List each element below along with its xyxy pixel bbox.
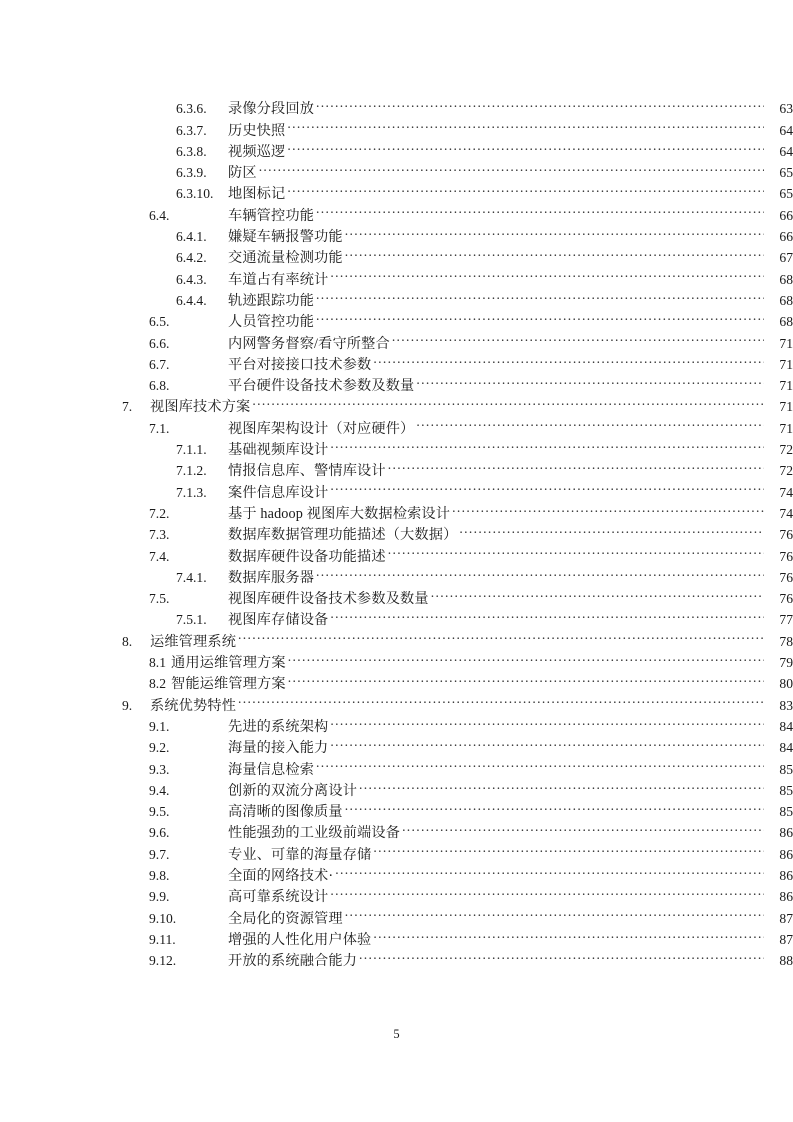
- toc-dot-leader: [259, 156, 764, 177]
- toc-entry-page-number: 87: [779, 910, 793, 926]
- toc-dot-leader: [316, 752, 764, 773]
- toc-entry[interactable]: [0, 731, 793, 757]
- toc-entry-label: 平台硬件设备技术参数及数量: [228, 378, 415, 395]
- toc-entry-number: 9.10.: [149, 910, 177, 926]
- toc-entry-page-number: 63: [779, 101, 793, 117]
- toc-dot-leader: [316, 561, 764, 582]
- toc-entry-page-number: 65: [779, 165, 793, 181]
- toc-entry-label: 防区: [228, 165, 257, 182]
- toc-entry[interactable]: [0, 688, 793, 714]
- toc-entry-number: 6.5.: [149, 314, 170, 330]
- toc-dot-leader: [330, 603, 764, 624]
- toc-entry[interactable]: [0, 624, 793, 650]
- toc-entry[interactable]: [0, 837, 793, 863]
- toc-entry-page-number: 64: [779, 122, 793, 138]
- toc-dot-leader: [431, 582, 764, 603]
- toc-entry-label: 视图库技术方案: [150, 399, 251, 416]
- toc-dot-leader: [359, 944, 764, 965]
- toc-entry-number: 8.1: [149, 655, 166, 671]
- toc-entry-number: 9.4.: [149, 782, 170, 798]
- toc-entry-page-number: 86: [779, 867, 793, 883]
- toc-entry[interactable]: [0, 433, 793, 459]
- toc-entry-page-number: 84: [779, 740, 793, 756]
- toc-dot-leader: [316, 92, 764, 113]
- toc-entry-label: 先进的系统架构: [228, 718, 329, 735]
- toc-entry[interactable]: [0, 326, 793, 352]
- toc-entry[interactable]: [0, 859, 793, 884]
- toc-dot-leader: [330, 880, 764, 901]
- toc-entry[interactable]: [0, 816, 793, 842]
- toc-dot-leader: [252, 390, 764, 411]
- toc-entry[interactable]: [0, 497, 793, 522]
- toc-dot-leader: [316, 284, 764, 305]
- toc-entry[interactable]: [0, 710, 793, 735]
- toc-entry-page-number: 71: [779, 356, 793, 372]
- toc-dot-leader: [287, 177, 764, 198]
- toc-entry-label: 高可靠系统设计: [228, 889, 329, 906]
- toc-entry-number: 9.11.: [149, 931, 176, 947]
- toc-entry[interactable]: [0, 411, 793, 437]
- toc-dot-leader: [373, 348, 764, 369]
- toc-entry-label: 车道占有率统计: [228, 271, 329, 288]
- toc-entry-label: 情报信息库、警情库设计: [228, 463, 386, 480]
- toc-entry-number: 9.6.: [149, 825, 170, 841]
- toc-entry-number: 6.6.: [149, 335, 170, 351]
- toc-entry-number: 7.2.: [149, 505, 170, 521]
- toc-entry-page-number: 68: [779, 292, 793, 308]
- toc-entry-number: 7.1.1.: [176, 442, 207, 458]
- toc-entry[interactable]: [0, 390, 793, 416]
- toc-entry[interactable]: [0, 369, 793, 395]
- toc-entry-label: 专业、可靠的海量存储: [228, 846, 372, 863]
- toc-entry[interactable]: [0, 603, 793, 629]
- toc-entry-label: 平台对接接口技术参数: [228, 356, 372, 373]
- toc-entry-number: 7.1.2.: [176, 463, 207, 479]
- toc-entry-number: 8.: [122, 633, 133, 649]
- toc-dot-leader: [359, 774, 764, 795]
- toc-dot-leader: [345, 795, 764, 816]
- toc-entry-page-number: 71: [779, 378, 793, 394]
- toc-entry-page-number: 74: [779, 484, 793, 500]
- toc-entry-number: 7.1.3.: [176, 484, 207, 500]
- toc-entry-page-number: 72: [779, 442, 793, 458]
- toc-entry-page-number: 86: [779, 825, 793, 841]
- toc-dot-leader: [330, 262, 764, 283]
- toc-entry-number: 6.3.6.: [176, 101, 207, 117]
- toc-entry[interactable]: [0, 901, 793, 927]
- toc-entry-page-number: 88: [779, 953, 793, 969]
- toc-dot-leader: [287, 135, 764, 156]
- table-of-contents: [0, 92, 793, 970]
- toc-entry-number: 7.: [122, 399, 133, 415]
- toc-entry-label: 轨迹跟踪功能: [228, 292, 315, 309]
- toc-entry-page-number: 85: [779, 804, 793, 820]
- toc-entry[interactable]: [0, 135, 793, 160]
- toc-entry[interactable]: [0, 752, 793, 778]
- toc-entry-label: 案件信息库设计: [228, 484, 329, 501]
- toc-dot-leader: [345, 901, 764, 922]
- toc-entry-number: 7.4.: [149, 548, 170, 564]
- toc-entry-label: 视图库存储设备: [228, 612, 329, 629]
- toc-entry-number: 7.4.1.: [176, 569, 207, 585]
- toc-entry[interactable]: [0, 582, 793, 608]
- toc-entry-page-number: 71: [779, 335, 793, 351]
- toc-entry[interactable]: [0, 646, 793, 672]
- toc-entry-label: 交通流量检测功能: [228, 250, 343, 267]
- toc-dot-leader: [287, 113, 764, 134]
- toc-entry-page-number: 86: [779, 889, 793, 905]
- toc-entry-label: 数据库服务器: [228, 569, 315, 586]
- toc-entry[interactable]: [0, 348, 793, 373]
- toc-entry[interactable]: [0, 305, 793, 331]
- toc-entry[interactable]: [0, 795, 793, 821]
- toc-entry-number: 7.5.1.: [176, 612, 207, 628]
- toc-entry-label: 性能强劲的工业级前端设备: [228, 825, 401, 842]
- toc-entry-number: 6.3.8.: [176, 143, 207, 159]
- toc-entry-page-number: 76: [779, 569, 793, 585]
- toc-entry-label: 数据库数据管理功能描述（大数据）: [228, 527, 458, 544]
- toc-entry-label: 地图标记: [228, 186, 286, 203]
- toc-entry-number: 9.9.: [149, 889, 170, 905]
- toc-entry-number: 6.4.: [149, 207, 170, 223]
- toc-dot-leader: [388, 454, 764, 475]
- toc-entry-number: 9.2.: [149, 740, 170, 756]
- toc-entry-label: 高清晰的图像质量: [228, 804, 343, 821]
- toc-entry-number: 6.3.7.: [176, 122, 207, 138]
- toc-entry[interactable]: [0, 262, 793, 288]
- toc-entry-page-number: 74: [779, 505, 793, 521]
- toc-dot-leader: [330, 710, 764, 731]
- toc-entry-label: 通用运维管理方案: [171, 655, 286, 672]
- toc-dot-leader: [330, 731, 764, 752]
- toc-entry[interactable]: [0, 923, 793, 948]
- toc-dot-leader: [373, 923, 764, 944]
- toc-entry-page-number: 66: [779, 229, 793, 245]
- toc-dot-leader: [330, 433, 764, 454]
- toc-entry-page-number: 72: [779, 463, 793, 479]
- toc-entry-page-number: 76: [779, 591, 793, 607]
- toc-entry-label: 内网警务督察/看守所整合: [228, 335, 390, 352]
- toc-entry[interactable]: [0, 774, 793, 799]
- toc-entry-number: 8.2: [149, 676, 166, 692]
- toc-entry-label: 车辆管控功能: [228, 207, 315, 224]
- toc-entry-page-number: 71: [779, 420, 793, 436]
- toc-entry[interactable]: [0, 156, 793, 182]
- toc-entry-page-number: 65: [779, 186, 793, 202]
- toc-entry-number: 7.3.: [149, 527, 170, 543]
- toc-entry[interactable]: [0, 113, 793, 139]
- toc-entry-label: 数据库硬件设备功能描述: [228, 548, 386, 565]
- toc-dot-leader: [416, 369, 764, 390]
- toc-entry-label: 人员管控功能: [228, 314, 315, 331]
- toc-dot-leader: [345, 241, 764, 262]
- toc-entry-number: 6.7.: [149, 356, 170, 372]
- toc-entry-page-number: 68: [779, 314, 793, 330]
- page-number-footer: [0, 1027, 793, 1042]
- toc-entry[interactable]: [0, 220, 793, 246]
- toc-entry-page-number: 66: [779, 207, 793, 223]
- toc-entry[interactable]: [0, 284, 793, 309]
- toc-entry[interactable]: [0, 241, 793, 267]
- toc-entry[interactable]: [0, 539, 793, 565]
- toc-entry-number: 9.5.: [149, 804, 170, 820]
- toc-dot-leader: [330, 475, 764, 496]
- toc-entry-page-number: 76: [779, 527, 793, 543]
- toc-entry-page-number: 67: [779, 250, 793, 266]
- toc-entry-label: 运维管理系统: [150, 633, 237, 650]
- toc-entry-label: 嫌疑车辆报警功能: [228, 229, 343, 246]
- toc-entry[interactable]: [0, 177, 793, 203]
- toc-entry-page-number: 84: [779, 718, 793, 734]
- toc-entry[interactable]: [0, 561, 793, 586]
- toc-dot-leader: [316, 305, 764, 326]
- toc-entry-page-number: 71: [779, 399, 793, 415]
- toc-entry[interactable]: [0, 880, 793, 906]
- toc-entry-page-number: 83: [779, 697, 793, 713]
- toc-entry-label: 开放的系统融合能力: [228, 953, 358, 970]
- toc-entry-label: 创新的双流分离设计: [228, 782, 358, 799]
- toc-entry-number: 9.7.: [149, 846, 170, 862]
- toc-entry[interactable]: [0, 198, 793, 224]
- toc-entry-label: 历史快照: [228, 122, 286, 139]
- toc-dot-leader: [459, 518, 764, 539]
- toc-dot-leader: [345, 220, 764, 241]
- toc-entry-number: 6.4.4.: [176, 292, 207, 308]
- toc-entry[interactable]: [0, 475, 793, 501]
- toc-dot-leader: [238, 688, 764, 709]
- toc-dot-leader: [288, 667, 764, 688]
- page-number: 5: [393, 1027, 400, 1041]
- toc-entry[interactable]: [0, 944, 793, 970]
- toc-entry-number: 9.: [122, 697, 133, 713]
- toc-entry-page-number: 87: [779, 931, 793, 947]
- toc-entry[interactable]: [0, 667, 793, 693]
- toc-entry[interactable]: [0, 92, 793, 118]
- toc-entry-label: 录像分段回放: [228, 101, 315, 118]
- toc-entry-number: 6.3.10.: [176, 186, 214, 202]
- toc-entry-page-number: 79: [779, 655, 793, 671]
- toc-entry-number: 9.12.: [149, 953, 177, 969]
- toc-entry-page-number: 80: [779, 676, 793, 692]
- toc-entry-number: 7.1.: [149, 420, 170, 436]
- toc-dot-leader: [288, 646, 764, 667]
- toc-dot-leader: [392, 326, 764, 347]
- toc-entry-number: 6.4.3.: [176, 271, 207, 287]
- toc-entry-page-number: 86: [779, 846, 793, 862]
- toc-entry-label: 视图库硬件设备技术参数及数量: [228, 591, 429, 608]
- toc-entry-label: 海量的接入能力: [228, 740, 329, 757]
- toc-entry-label: 全面的网络技术·: [228, 867, 334, 884]
- toc-entry-number: 9.3.: [149, 761, 170, 777]
- toc-entry-label: 基础视频库设计: [228, 442, 329, 459]
- toc-dot-leader: [373, 837, 764, 858]
- toc-dot-leader: [452, 497, 764, 518]
- toc-entry-label: 海量信息检索: [228, 761, 315, 778]
- toc-entry-number: 6.4.2.: [176, 250, 207, 266]
- toc-entry-number: 6.3.9.: [176, 165, 207, 181]
- toc-entry-page-number: 85: [779, 782, 793, 798]
- toc-entry-page-number: 64: [779, 143, 793, 159]
- toc-entry-number: 7.5.: [149, 591, 170, 607]
- toc-entry-page-number: 85: [779, 761, 793, 777]
- toc-entry-number: 9.1.: [149, 718, 170, 734]
- toc-entry-label: 智能运维管理方案: [171, 676, 286, 693]
- toc-entry-page-number: 76: [779, 548, 793, 564]
- toc-entry[interactable]: [0, 454, 793, 480]
- toc-dot-leader: [388, 539, 764, 560]
- toc-dot-leader: [238, 624, 764, 645]
- toc-dot-leader: [402, 816, 764, 837]
- toc-entry-label: 视频巡逻: [228, 143, 286, 160]
- toc-entry-page-number: 68: [779, 271, 793, 287]
- toc-entry-label: 系统优势特性: [150, 697, 237, 714]
- toc-entry-page-number: 77: [779, 612, 793, 628]
- toc-entry-number: 9.8.: [149, 867, 170, 883]
- toc-entry-label: 视图库架构设计（对应硬件）: [228, 420, 415, 437]
- toc-entry-label: 基于 hadoop 视图库大数据检索设计: [228, 505, 451, 522]
- toc-entry-label: 全局化的资源管理: [228, 910, 343, 927]
- toc-dot-leader: [316, 198, 764, 219]
- toc-entry-number: 6.4.1.: [176, 229, 207, 245]
- toc-entry-number: 6.8.: [149, 378, 170, 394]
- toc-entry-page-number: 78: [779, 633, 793, 649]
- toc-dot-leader: [335, 859, 764, 880]
- toc-dot-leader: [416, 411, 764, 432]
- toc-entry-label: 增强的人性化用户体验: [228, 931, 372, 948]
